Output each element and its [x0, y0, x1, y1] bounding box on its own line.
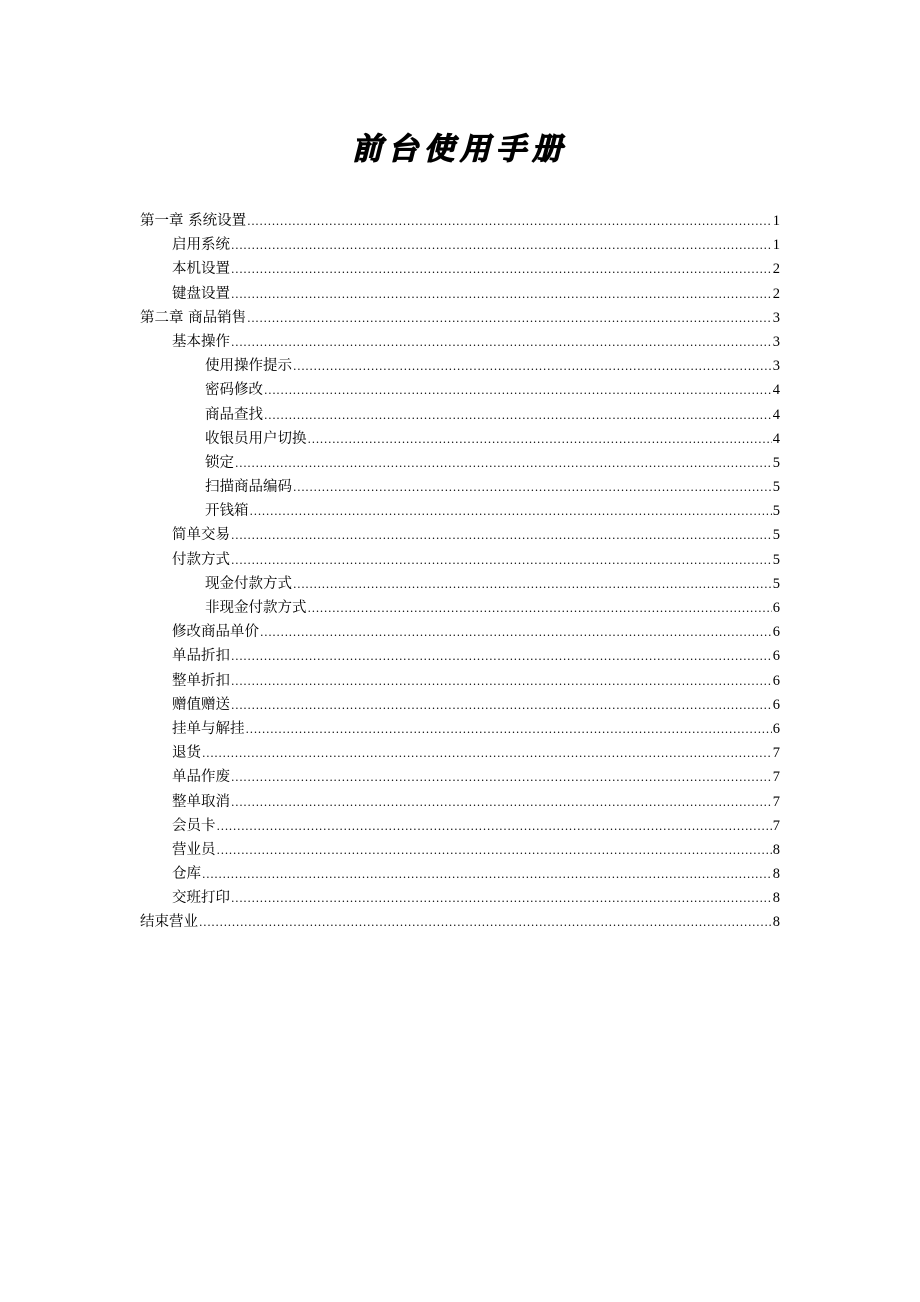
- toc-entry-title: 使用操作提示: [205, 358, 292, 375]
- toc-entry[interactable]: [140, 378, 780, 402]
- toc-entry-title: 整单折扣: [172, 672, 230, 689]
- toc-entry[interactable]: [140, 741, 780, 765]
- toc-entry-title: 收银员用户切换: [205, 430, 307, 447]
- toc-entry-page-number: 4: [772, 382, 780, 399]
- toc-entry[interactable]: [140, 886, 780, 910]
- toc-entry-title: 单品折扣: [172, 648, 230, 665]
- toc-entry[interactable]: [140, 620, 780, 644]
- toc-entry-title: 会员卡: [172, 817, 216, 834]
- dot-leader: [250, 500, 772, 524]
- toc-entry-page-number: 6: [772, 624, 780, 641]
- toc-entry[interactable]: [140, 233, 780, 257]
- toc-entry-title: 键盘设置: [172, 285, 230, 302]
- toc-entry-page-number: 7: [772, 745, 780, 762]
- dot-leader: [231, 524, 772, 548]
- dot-leader: [264, 404, 772, 428]
- toc-entry[interactable]: [140, 644, 780, 668]
- toc-entry-title: 修改商品单价: [172, 624, 259, 641]
- dot-leader: [247, 307, 772, 331]
- dot-leader: [260, 621, 772, 645]
- toc-entry-page-number: 6: [772, 720, 780, 737]
- toc-entry-page-number: 3: [772, 333, 780, 350]
- toc-entry-title: 开钱箱: [205, 503, 249, 520]
- toc-entry-page-number: 6: [772, 696, 780, 713]
- toc-entry-page-number: 5: [772, 551, 780, 568]
- toc-entry[interactable]: [140, 596, 780, 620]
- toc-entry-page-number: 5: [772, 503, 780, 520]
- toc-entry[interactable]: [140, 523, 780, 547]
- dot-leader: [308, 428, 772, 452]
- toc-entry-page-number: 8: [772, 841, 780, 858]
- dot-leader: [231, 331, 772, 355]
- dot-leader: [293, 355, 772, 379]
- toc-entry-page-number: 3: [772, 309, 780, 326]
- toc-entry-title: 第二章 商品销售: [140, 309, 247, 326]
- toc-entry[interactable]: [140, 330, 780, 354]
- toc-entry-title: 结束营业: [140, 914, 198, 931]
- dot-leader: [308, 597, 772, 621]
- toc-entry[interactable]: [140, 427, 780, 451]
- dot-leader: [217, 815, 772, 839]
- dot-leader: [199, 911, 772, 935]
- dot-leader: [264, 379, 772, 403]
- toc-entry-title: 交班打印: [172, 890, 230, 907]
- dot-leader: [217, 839, 772, 863]
- toc-entry-title: 仓库: [172, 866, 201, 883]
- toc-entry-title: 现金付款方式: [205, 575, 292, 592]
- dot-leader: [202, 863, 772, 887]
- dot-leader: [235, 452, 772, 476]
- toc-entry-title: 扫描商品编码: [205, 479, 292, 496]
- dot-leader: [231, 694, 772, 718]
- toc-entry-page-number: 8: [772, 890, 780, 907]
- toc-entry-page-number: 6: [772, 672, 780, 689]
- toc-entry-title: 挂单与解挂: [172, 720, 245, 737]
- toc-entry-page-number: 8: [772, 866, 780, 883]
- toc-entry-page-number: 7: [772, 769, 780, 786]
- toc-entry-title: 第一章 系统设置: [140, 213, 247, 229]
- toc-entry-page-number: 4: [772, 406, 780, 423]
- toc-entry-title: 赠值赠送: [172, 696, 230, 713]
- dot-leader: [246, 718, 772, 742]
- toc-entry[interactable]: [140, 306, 780, 330]
- toc-entry[interactable]: [140, 814, 780, 838]
- toc-entry[interactable]: [140, 572, 780, 596]
- toc-entry-title: 基本操作: [172, 333, 230, 350]
- toc-entry[interactable]: [140, 838, 780, 862]
- document-title: 前台使用手册: [352, 132, 568, 167]
- toc-entry[interactable]: [140, 910, 780, 934]
- toc-entry[interactable]: [140, 669, 780, 693]
- toc-entry-title: 密码修改: [205, 382, 263, 399]
- toc-entry[interactable]: [140, 354, 780, 378]
- toc-entry-title: 启用系统: [172, 237, 230, 254]
- toc-entry-page-number: 2: [772, 285, 780, 302]
- toc-entry-title: 营业员: [172, 841, 216, 858]
- table-of-contents: [140, 209, 780, 935]
- toc-entry-page-number: 1: [772, 237, 780, 254]
- toc-entry[interactable]: [140, 209, 780, 233]
- dot-leader: [247, 210, 772, 234]
- dot-leader: [293, 476, 772, 500]
- toc-entry[interactable]: [140, 282, 780, 306]
- toc-entry-page-number: 5: [772, 454, 780, 471]
- toc-entry-page-number: 1: [772, 213, 780, 229]
- toc-entry[interactable]: [140, 765, 780, 789]
- toc-entry-page-number: 6: [772, 600, 780, 616]
- toc-entry[interactable]: [140, 499, 780, 523]
- toc-entry-title: 整单取消: [172, 793, 230, 810]
- toc-entry-page-number: 7: [772, 793, 780, 810]
- toc-entry-page-number: 5: [772, 479, 780, 496]
- toc-entry[interactable]: [140, 257, 780, 281]
- toc-entry[interactable]: [140, 693, 780, 717]
- toc-entry-page-number: 3: [772, 358, 780, 375]
- dot-leader: [231, 791, 772, 815]
- toc-entry[interactable]: [140, 790, 780, 814]
- dot-leader: [231, 670, 772, 694]
- dot-leader: [231, 283, 772, 307]
- dot-leader: [231, 258, 772, 282]
- toc-entry-title: 单品作废: [172, 769, 230, 786]
- toc-entry-page-number: 6: [772, 648, 780, 665]
- toc-entry-title: 商品查找: [205, 406, 263, 423]
- toc-entry-page-number: 4: [772, 430, 780, 447]
- dot-leader: [231, 645, 772, 669]
- dot-leader: [202, 742, 772, 766]
- toc-entry-title: 锁定: [205, 454, 234, 471]
- dot-leader: [231, 234, 772, 258]
- toc-entry[interactable]: [140, 548, 780, 572]
- dot-leader: [293, 573, 772, 597]
- toc-entry-page-number: 8: [772, 914, 780, 931]
- toc-entry-page-number: 5: [772, 575, 780, 592]
- toc-entry-page-number: 5: [772, 527, 780, 544]
- toc-entry-title: 简单交易: [172, 527, 230, 544]
- toc-entry[interactable]: [140, 403, 780, 427]
- dot-leader: [231, 887, 772, 911]
- toc-entry[interactable]: [140, 717, 780, 741]
- toc-entry-page-number: 7: [772, 817, 780, 834]
- toc-entry[interactable]: [140, 451, 780, 475]
- toc-entry-title: 退货: [172, 745, 201, 762]
- toc-entry[interactable]: [140, 475, 780, 499]
- dot-leader: [231, 549, 772, 573]
- dot-leader: [231, 766, 772, 790]
- toc-entry-title: 非现金付款方式: [205, 600, 307, 616]
- toc-entry-title: 本机设置: [172, 261, 230, 278]
- toc-entry-page-number: 2: [772, 261, 780, 278]
- toc-entry-title: 付款方式: [172, 551, 230, 568]
- toc-entry[interactable]: [140, 862, 780, 886]
